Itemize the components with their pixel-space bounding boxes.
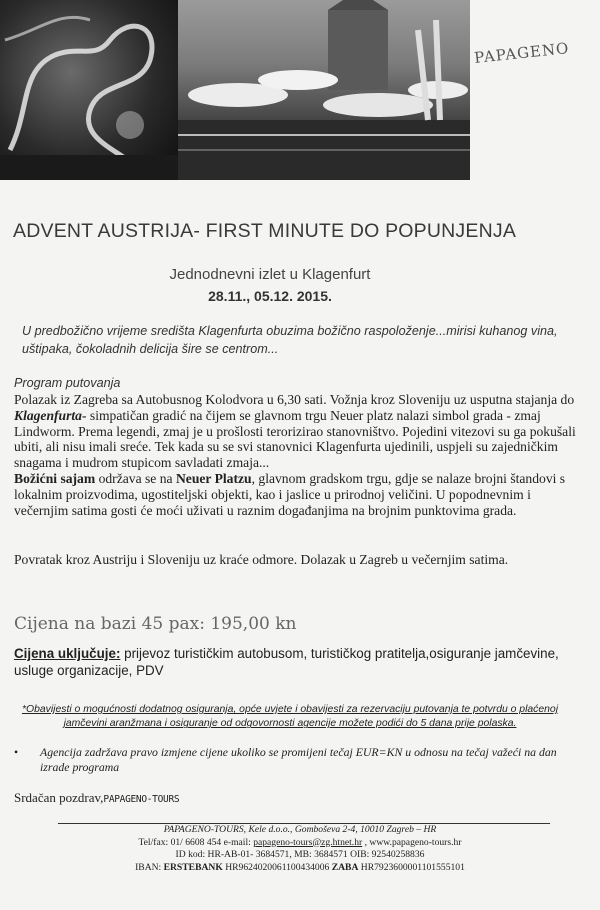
- footer: [0, 824, 600, 874]
- price-line: Cijena na bazi 45 pax: 195,00 kn: [14, 614, 297, 634]
- includes-text: prijevoz turističkim autobusom, turističkog pratitelja,osiguranje jamčevine, usluge organizacije, PDV: [14, 646, 559, 678]
- program-paragraph-2: Božićni sajam održava se na Neuer Platzu, glavnom gradskom trgu, gdje se nalaze brojni štandovi s lokalnim proizvodima, ugostiteljski objekti, kao i jaslice u prirodnoj veličini. U popodnevnim i večernjim satima gosti će moći uživati u raznim događanjima na brojnim punktovima grada.: [14, 470, 566, 518]
- price-includes: [14, 646, 574, 679]
- logo-text: PAPAGENO: [473, 39, 571, 67]
- program-text: [14, 392, 588, 518]
- trip-dates: 28.11., 05.12. 2015.: [208, 288, 332, 304]
- trip-subtitle: Jednodnevni izlet u Klagenfurt: [169, 266, 371, 283]
- christmas-market-label: Božićni sajam: [14, 470, 96, 486]
- program-paragraph-1: Polazak iz Zagreba sa Autobusnog Kolodvora u 6,30 sati. Vožnja kroz Sloveniju uz usputna stajanja do Klagenfurta- simpatičan gradić na čijem se glavnom trgu Neuer platz nalazi simbol grada - zmaj Lindworm. Prema legendi, zmaj je u prošlosti terorizirao stanovništvo. Pojedini vitezovi su ga pokušali ubiti, ali nisu imali sreće. Tek kada su se svi stanovnici Klagenfurta ujedinili, uspjeli su zajedničkim snagama i mudrom stupicom savladati zmaja...: [14, 392, 576, 471]
- footer-email-link[interactable]: papageno-tours@zg.htnet.hr: [253, 836, 363, 848]
- snowy-market-photo: [178, 0, 470, 180]
- includes-label: Cijena uključuje:: [14, 646, 121, 661]
- closing-greeting: Srdačan pozdrav,PAPAGENO-TOURS: [14, 790, 180, 805]
- intro-text: U predbožično vrijeme središta Klagenfurta obuzima božično raspoloženje...mirisi kuhanog vina, uštipaka, čokoladnih delicija šire se centrom...: [22, 324, 558, 356]
- company-logo: [474, 30, 600, 80]
- page-title: ADVENT AUSTRIJA- FIRST MINUTE DO POPUNJENJA: [13, 220, 517, 242]
- city-name: Klagenfurta-: [14, 407, 87, 423]
- footer-iban: IBAN: ERSTEBANK HR9624020061100434006 ZABA HR7923600001101555101: [135, 861, 465, 873]
- footer-company: PAPAGENO-TOURS, Kele d.o.o., Gomboševa 2-4, 10010 Zagreb – HR: [163, 824, 437, 835]
- price-change-note: • Agencija zadržava pravo izmjene cijene ukoliko se promijeni tečaj EUR=KN u odnosu na tečaj važeći na dan izrade programa: [14, 745, 557, 774]
- footer-contact: Tel/fax: 01/ 6608 454 e-mail: papageno-tours@zg.htnet.hr , www.papageno-tours.hr: [138, 836, 462, 848]
- square-name: Neuer Platzu: [175, 470, 252, 486]
- program-heading: Program putovanja: [14, 376, 121, 390]
- night-lights-photo: [0, 0, 178, 180]
- signature: PAPAGENO-TOURS: [103, 794, 180, 805]
- footer-ids: ID kod: HR-AB-01- 3684571, MB: 3684571 OIB: 92540258836: [175, 849, 425, 861]
- bullet-icon: •: [14, 745, 19, 759]
- insurance-notice: *Obavijesti o mogućnosti dodatnog osiguranja, opće uvjete i obavijesti za rezervaciju putovanja te potvrdu o plaćenoj jamčevini aranžmana i osiguranje od odgovornosti agencije možete podići do 5 dana prije polaska.: [21, 704, 559, 730]
- return-text: Povratak kroz Austriju i Sloveniju uz kraće odmore. Dolazak u Zagreb u večernjim satima.: [14, 552, 509, 567]
- header-photos: [0, 0, 470, 180]
